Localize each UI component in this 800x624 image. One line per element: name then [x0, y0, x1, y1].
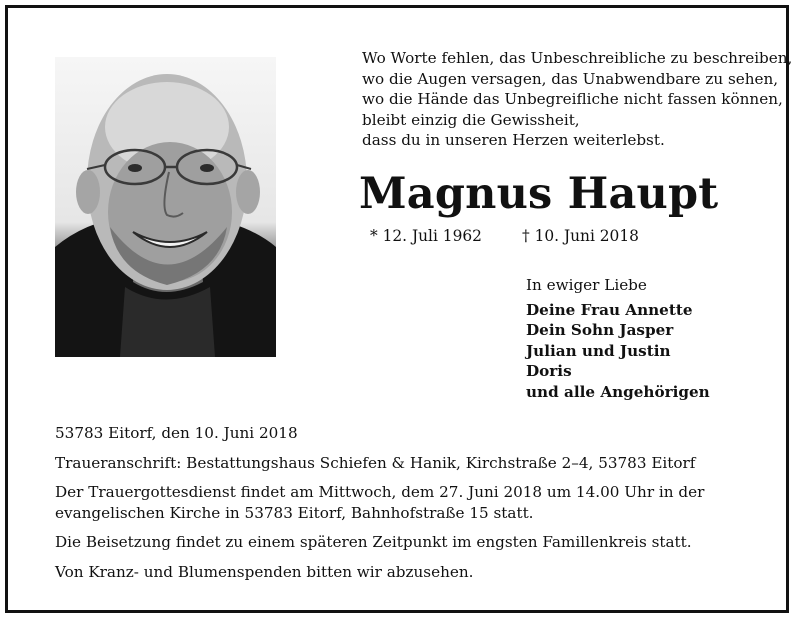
flowers-note: Von Kranz- und Blumenspenden bitten wir abzusehen.	[55, 562, 474, 581]
deceased-name: Magnus Haupt	[359, 169, 719, 219]
poem-line: Wo Worte fehlen, das Unbeschreibliche zu beschreiben,	[362, 49, 793, 67]
notice-details	[55, 423, 780, 582]
life-dates	[370, 226, 639, 246]
family-member: Dein Sohn Jasper	[526, 321, 674, 339]
burial-info: Die Beisetzung findet zu einem späteren Zeitpunkt im engsten Famillenkreis statt.	[55, 533, 692, 551]
birth-date: * 12. Juli 1962	[370, 227, 482, 245]
portrait-photo	[55, 57, 276, 357]
death-date: † 10. Juni 2018	[522, 227, 639, 245]
poem-line: bleibt einzig die Gewissheit,	[362, 110, 580, 129]
poem-line: dass du in unseren Herzen weiterlebst.	[362, 131, 665, 149]
mourners-intro: In ewiger Liebe	[526, 276, 647, 294]
memorial-poem	[362, 48, 793, 151]
mourning-address: Traueranschrift: Bestattungshaus Schiefen & Hanik, Kirchstraße 2–4, 53783 Eitorf	[55, 453, 696, 472]
family-member: Doris	[526, 362, 572, 380]
family-member: Julian und Justin	[526, 341, 671, 360]
family-member: Deine Frau Annette	[526, 300, 693, 319]
family-member: und alle Angehörigen	[526, 382, 710, 401]
service-info: Der Trauergottesdienst findet am Mittwoch, dem 27. Juni 2018 um 14.00 Uhr in der evangelischen Kirche in 53783 Eitorf, Bahnhofstraße 15 statt.	[55, 483, 705, 522]
portrait-drawing	[55, 57, 276, 357]
place-and-date: 53783 Eitorf, den 10. Juni 2018	[55, 424, 298, 442]
family-list	[526, 300, 710, 403]
poem-line: wo die Augen versagen, das Unabwendbare zu sehen,	[362, 69, 779, 88]
mourners-block	[526, 275, 710, 402]
poem-line: wo die Hände das Unbegreifliche nicht fassen können,	[362, 90, 783, 108]
